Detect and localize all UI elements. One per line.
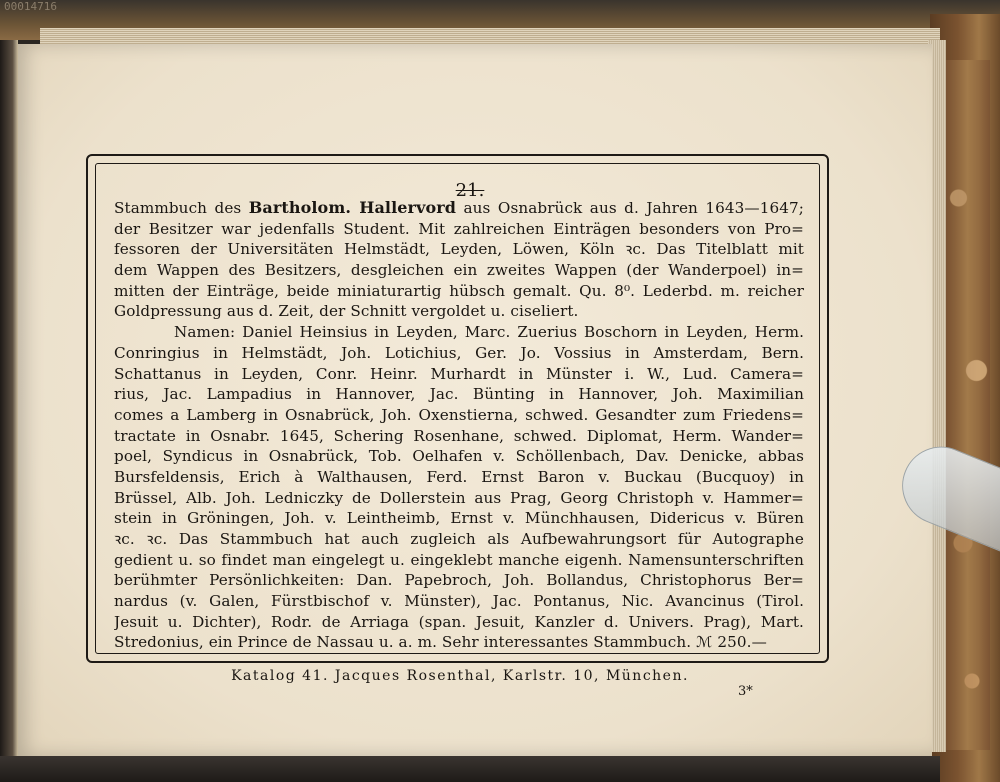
text-line: Namen: Daniel Heinsius in Leyden, Marc. Zuerius Boschorn in Leyden, Herm. — [174, 323, 804, 342]
text-line: fessoren der Universitäten Helmstädt, Leyden, Löwen, Köln ꝛc. Das Titelblatt mit — [114, 240, 804, 259]
text-line: gedient u. so findet man eingelegt u. eingeklebt manche eigenh. Namensunterschriften — [114, 550, 804, 569]
text-line: Schattanus in Leyden, Conr. Heinr. Murhardt in Münster i. W., Lud. Camera= — [114, 364, 804, 383]
catalog-footer: Katalog 41. Jacques Rosenthal, Karlstr. 10, München. — [231, 668, 689, 684]
text-line: poel, Syndicus in Osnabrück, Tob. Oelhafen v. Schöllenbach, Dav. Denicke, abbas — [114, 447, 804, 466]
text-line: Conringius in Helmstädt, Joh. Lotichius, Ger. Jo. Vossius in Amsterdam, Bern. — [114, 343, 804, 362]
text-line: berühmter Persönlichkeiten: Dan. Papebroch, Joh. Bollandus, Christophorus Ber= — [114, 571, 804, 590]
text-line: comes a Lamberg in Osnabrück, Joh. Oxenstierna, schwed. Gesandter zum Friedens= — [114, 405, 804, 424]
marbled-cover — [945, 60, 990, 750]
text-line: Bursfeldensis, Erich à Walthausen, Ferd. Ernst Baron v. Buckau (Bucquoy) in — [114, 467, 804, 486]
signature-mark: 3* — [738, 684, 753, 699]
text-line-pre: Stammbuch des — [114, 199, 249, 217]
text-line-post: aus Osnabrück aus d. Jahren 1643—1647; — [456, 199, 804, 217]
book-bottom-edge — [0, 756, 940, 782]
text-line: mitten der Einträge, beide miniaturartig hübsch gemalt. Qu. 8⁰. Lederbd. m. reicher — [114, 281, 804, 300]
text-line: stein in Gröningen, Joh. v. Leintheimb, Ernst v. Münchhausen, Didericus v. Büren — [114, 509, 804, 528]
entry-number: 21. — [455, 180, 485, 201]
owner-name: Bartholom. Hallervord — [248, 198, 457, 217]
book-gutter — [0, 40, 18, 782]
text-line: tractate in Osnabr. 1645, Schering Rosenhane, schwed. Diplomat, Herm. Wander= — [114, 426, 804, 445]
text-line: Stredonius, ein Prince de Nassau u. a. m. Sehr interessantes Stammbuch. ℳ 250.— — [114, 633, 767, 652]
entry-text — [114, 198, 804, 653]
text-line: rius, Jac. Lampadius in Hannover, Jac. Bünting in Hannover, Joh. Maximilian — [114, 385, 804, 404]
text-line: ꝛc. ꝛc. Das Stammbuch hat auch zugleich als Aufbewahrungsort für Autographe — [114, 530, 804, 548]
text-line: nardus (v. Galen, Fürstbischof v. Münster), Jac. Pontanus, Nic. Avancinus (Tirol. — [114, 592, 804, 611]
text-line: Jesuit u. Dichter), Rodr. de Arriaga (span. Jesuit, Kanzler d. Univers. Prag), Mart. — [114, 612, 804, 631]
scan-id: 00014716 — [4, 0, 57, 13]
text-line: der Besitzer war jedenfalls Student. Mit zahlreichen Einträgen besonders von Pro= — [114, 219, 804, 238]
text-line — [114, 198, 804, 219]
text-line: dem Wappen des Besitzers, desgleichen ein zweites Wappen (der Wanderpoel) in= — [114, 261, 804, 280]
text-line: Goldpressung aus d. Zeit, der Schnitt vergoldet u. ciseliert. — [114, 302, 579, 321]
text-line: Brüssel, Alb. Joh. Ledniczky de Dollerstein aus Prag, Georg Christoph v. Hammer= — [114, 488, 804, 507]
